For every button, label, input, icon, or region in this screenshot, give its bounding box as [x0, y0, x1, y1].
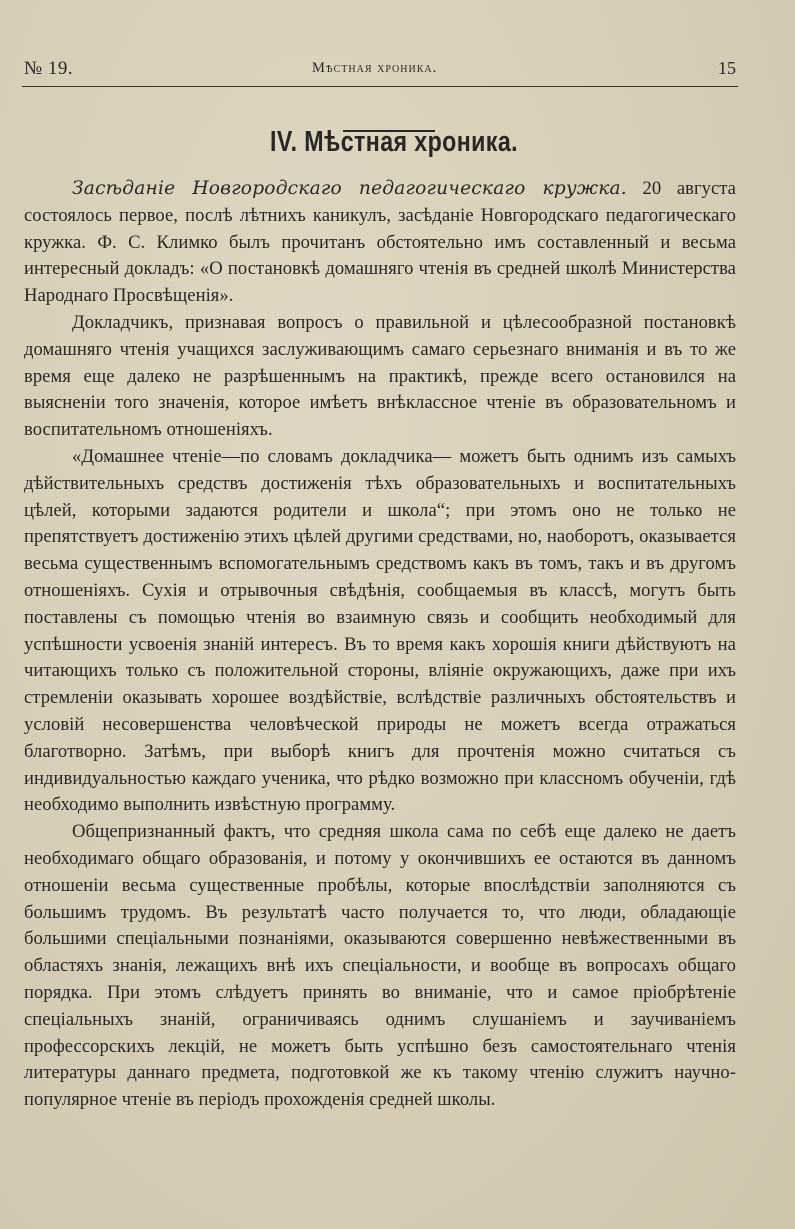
paragraph-2: Докладчикъ, признавая вопросъ о правильной и цѣлесообразной постановкѣ домашняго чтенія учащихся заслуживающимъ самаго серьезнаго вниманія и въ то же время еще далеко не разрѣшеннымъ на практикѣ, прежде всего остановился на выясненіи того значенія, которое имѣетъ внѣклассное чтеніе въ образовательномъ и воспитательномъ отношеніяхъ. [24, 311, 736, 441]
running-header [24, 58, 736, 82]
header-rule [22, 86, 738, 87]
running-title: Мѣстная хроника. [312, 60, 438, 76]
paragraph-lead: Засѣданіе Новгородскаго педагогическаго кружка. [72, 178, 627, 199]
paragraph-4: Общепризнанный фактъ, что средняя школа сама по себѣ еще далеко не даетъ необходимаго общаго образованія, и потому у окончившихъ ее остаются въ данномъ отношеніи весьма существенные пробѣлы, которые впослѣдствіи заполняются съ большимъ трудомъ. Въ результатѣ часто получается то, что люди, обладающіе большими спеціальными познаніями, оказываются совершенно невѣжественными въ областяхъ знанія, лежащихъ внѣ ихъ спеціальности, и вообще въ вопросахъ общаго порядка. При этомъ слѣдуетъ принять во вниманіе, что и самое пріобрѣтеніе спеціальныхъ знаній, ограничиваясь однимъ слушаніемъ и заучиваніемъ профессорскихъ лекцій, не можетъ быть успѣшно безъ самостоятельнаго чтенія литературы даннаго предмета, подготовкой же къ такому чтенію служитъ научно-популярное чтеніе въ періодъ прохожденія средней школы. [24, 821, 736, 1111]
article-body [24, 176, 736, 1114]
issue-number: № 19. [24, 58, 74, 79]
page-number: 15 [718, 58, 736, 78]
paragraph-1 [24, 176, 736, 310]
paragraph-1-text: 20 августа состоялось первое, послѣ лѣтнихъ каникулъ, засѣданіе Новгородскаго педагогическаго кружка. Ф. С. Климко былъ прочитанъ обстоятельно имъ составленный и весьма интересный докладъ: «О постановкѣ домашняго чтенія въ средней школѣ Министерства Народнаго Просвѣщенія». [24, 178, 736, 307]
paragraph-3: «Домашнее чтеніе—по словамъ докладчика— можетъ быть однимъ изъ самыхъ дѣйствительныхъ средствъ достиженія тѣхъ образовательныхъ и воспитательныхъ цѣлей, которыми задаются родители и школа“; при этомъ оно не только не препятствуетъ достиженію этихъ цѣлей другими средствами, но, наоборотъ, оказывается весьма существеннымъ вспомогательнымъ средствомъ какъ въ томъ, такъ и въ другомъ отношеніяхъ. Сухія и отрывочныя свѣдѣнія, сообщаемыя въ классѣ, могутъ быть поставлены съ помощью чтенія во взаимную связь и сообщить необходимый для успѣшности усвоенія знаній интересъ. Въ то время какъ хорошія книги дѣйствуютъ на читающихъ только съ положительной стороны, вліяніе окружающихъ, даже при ихъ стремленіи оказывать хорошее воздѣйствіе, вслѣдствіе различныхъ обстоятельствъ и условій несовершенства человѣческой природы не можетъ всегда отражаться благотворно. Затѣмъ, при выборѣ книгъ для прочтенія можно считаться съ индивидуальностью каждаго ученика, что рѣдко возможно при классномъ обученіи, гдѣ необходимо выполнить извѣстную программу. [24, 445, 736, 816]
section-heading: IV. Мѣстная хроника. [270, 126, 518, 158]
